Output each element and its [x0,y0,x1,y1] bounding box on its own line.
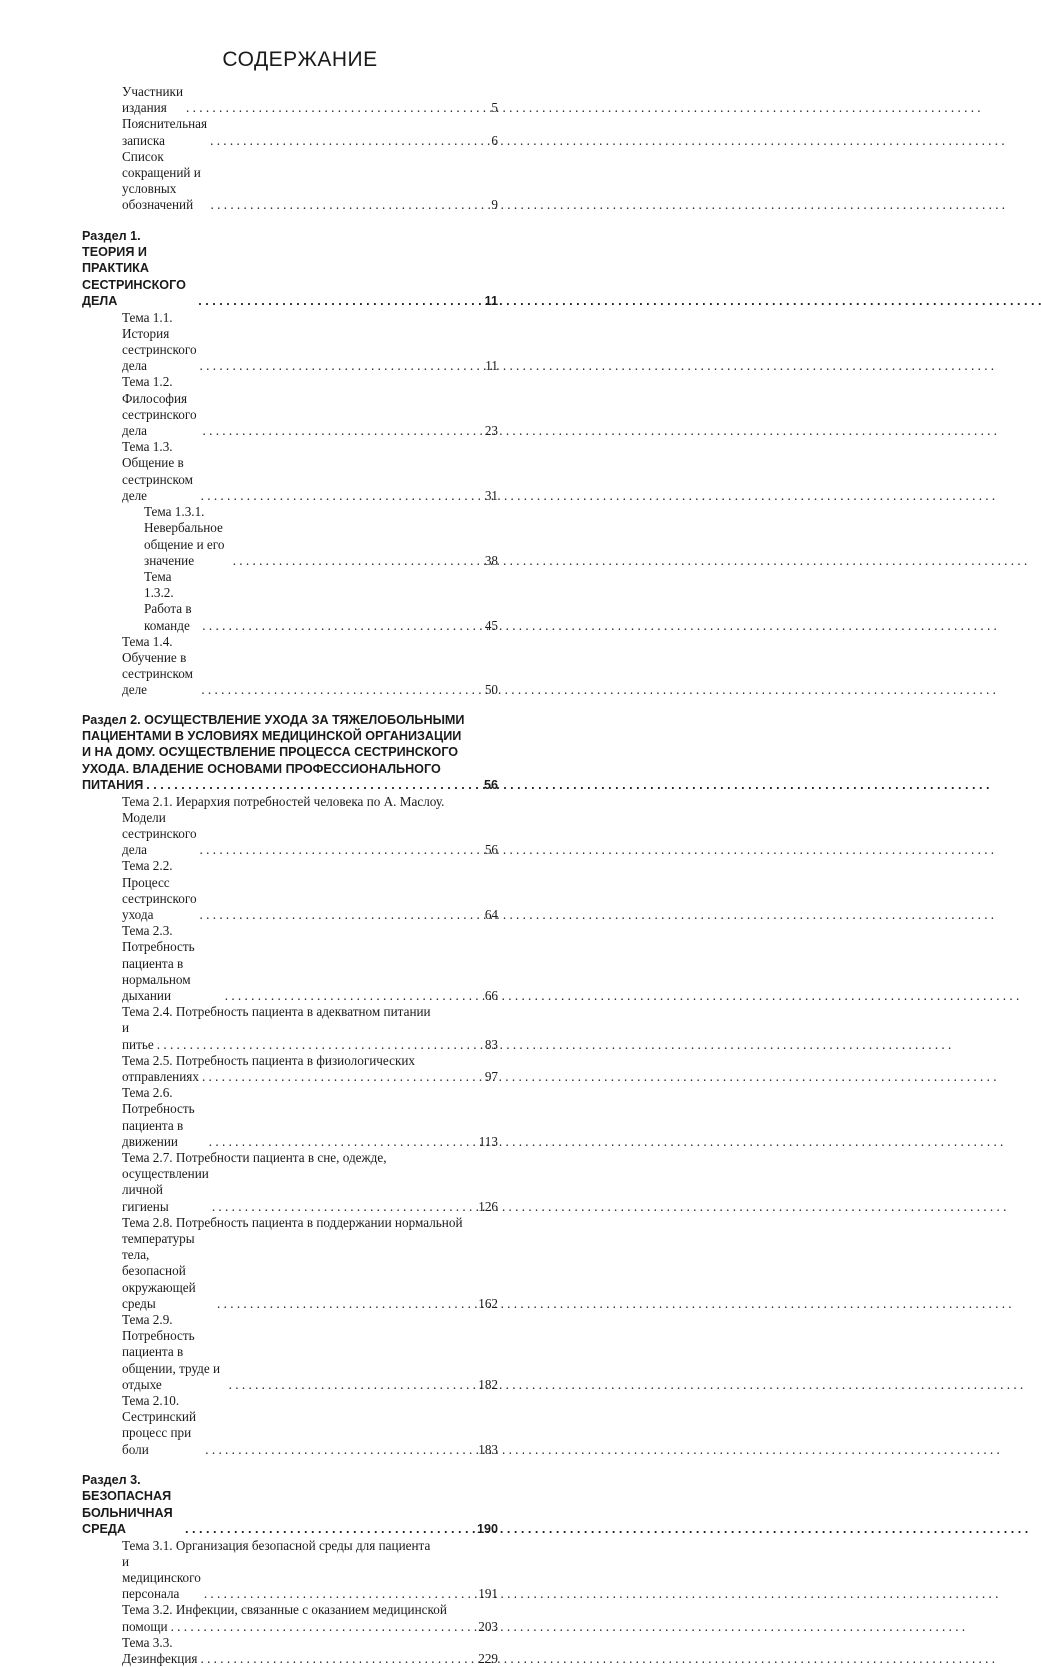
leader-dots [205,1442,474,1458]
toc-topic-3-1[interactable] [82,1538,498,1603]
leader-dots [157,1037,476,1053]
leader-dots [198,293,476,309]
entry-text: Тема 1.2. Философия сестринского дела [122,374,197,439]
toc-topic-2-5[interactable] [82,1053,498,1085]
toc-topic-2-1[interactable] [82,794,498,859]
page-number: 11 [485,358,498,374]
toc-topic-3-3[interactable] [82,1635,498,1667]
toc-topic-2-4[interactable] [82,1004,498,1053]
page-number: 50 [484,682,498,698]
page-number: 113 [478,1133,498,1149]
toc-topic-2-7[interactable] [82,1150,498,1215]
entry-text: Тема 2.10. Сестринский процесс при боли [122,1393,196,1457]
leader-dots [185,1521,473,1537]
page-number: 183 [478,1441,498,1457]
section-title: Раздел 1. ТЕОРИЯ И ПРАКТИКА СЕСТРИНСКОГО ДЕЛА [82,228,186,309]
leader-dots [171,1619,475,1635]
section-title-line [82,728,498,744]
entry-text: Тема 1.4. Обучение в сестринском деле [122,633,193,698]
page-number: 64 [484,906,498,922]
leader-dots [186,100,476,116]
section-title-text: УХОДА. ВЛАДЕНИЕ ОСНОВАМИ ПРОФЕССИОНАЛЬНОГО [82,761,441,776]
page-number: 11 [484,294,498,309]
leader-dots [229,1377,475,1393]
page-number: 5 [491,100,498,116]
toc-topic-2-10[interactable] [82,1393,498,1458]
entry-text: осуществлении личной гигиены [122,1166,209,1214]
entry-text: Тема 1.1. История сестринского дела [122,309,197,374]
entry-text: и медицинского персонала [122,1553,201,1602]
toc-section-3[interactable] [82,1472,498,1538]
toc-topic-1-2[interactable] [82,374,498,439]
section-title-text: ПАЦИЕНТАМИ В УСЛОВИЯХ МЕДИЦИНСКОЙ ОРГАНИЗАЦИИ [82,728,462,743]
entry-text: Тема 2.1. Иерархия потребностей человека по А. Маслоу. [122,793,445,809]
entry-text: Тема 2.5. Потребность пациента в физиологических [122,1052,416,1068]
toc-topic-2-2[interactable] [82,858,498,923]
leader-dots [217,1296,474,1312]
page-number: 56 [483,778,498,793]
leader-dots [212,1199,474,1215]
entry-text: температуры тела, безопасной окружающей среды [122,1231,196,1311]
toc-topic-2-9[interactable] [82,1312,498,1393]
entry-text: Пояснительная записка [122,116,208,148]
page-number: 6 [491,132,498,148]
leader-dots [202,618,476,634]
leader-dots [200,907,476,923]
toc-topic-2-8[interactable] [82,1215,498,1312]
entry-text: Тема 2.3. Потребность пациента в нормальном дыхании [122,923,195,1003]
toc-topic-1-3-2[interactable] [82,569,498,634]
toc-topic-1-1[interactable] [82,310,498,375]
page-number: 191 [478,1586,498,1602]
section-title-text: Раздел 2. ОСУЩЕСТВЛЕНИЕ УХОДА ЗА ТЯЖЕЛОБОЛЬНЫМИ [82,712,465,727]
table-of-contents [82,84,498,1667]
leader-dots [200,1651,474,1667]
leader-dots [202,1069,476,1085]
toc-topic-1-3-1[interactable] [82,504,498,569]
leader-dots [209,1134,475,1150]
entry-text: Тема 2.9. Потребность пациента в общении, труде и отдыхе [122,1312,221,1392]
leader-dots [210,133,476,149]
leader-dots [201,488,476,504]
section-title-line [82,712,498,728]
leader-dots [201,682,476,698]
entry-text: Тема 2.6. Потребность пациента в движении [122,1085,195,1149]
page-number: 66 [484,988,498,1003]
toc-entry-abbreviations[interactable] [82,149,498,214]
leader-dots [146,777,476,793]
page-number: 38 [484,552,498,568]
page-number: 203 [478,1618,498,1634]
section-title-line [82,761,498,777]
entry-text: Тема 1.3. Общение в сестринском деле [122,439,193,503]
page-number: 23 [484,423,498,439]
leader-dots [233,553,476,569]
entry-text: Тема 2.2. Процесс сестринского ухода [122,858,197,922]
toc-topic-2-3[interactable] [82,923,498,1004]
section-title-line [82,777,498,793]
leader-dots [203,423,477,439]
page-number: 190 [476,1522,498,1537]
page-number: 162 [478,1295,498,1311]
entry-text: помощи [122,1618,168,1634]
section-title-line [82,744,498,760]
leader-dots [200,842,476,858]
entry-text: Тема 3.2. Инфекции, связанные с оказанием медицинской [122,1602,447,1618]
section-title: Раздел 3. БЕЗОПАСНАЯ БОЛЬНИЧНАЯ СРЕДА [82,1472,173,1537]
leader-dots [200,358,476,374]
page-number: 182 [478,1376,498,1392]
page-number: 31 [484,487,498,503]
page-number: 229 [478,1650,498,1666]
page-number: 97 [484,1069,498,1085]
entry-text: Участники издания [122,84,184,116]
entry-text: отправлениях [122,1069,199,1085]
entry-text: и питье [122,1020,154,1052]
leader-dots [225,988,476,1004]
toc-entry-explanatory-note[interactable] [82,116,498,148]
entry-text: Тема 3.1. Организация безопасной среды для пациента [122,1537,431,1553]
entry-text: Тема 2.7. Потребности пациента в сне, одежде, [122,1150,387,1166]
section-title-text: ПИТАНИЯ [82,778,144,793]
toc-section-2[interactable] [82,712,498,794]
entry-text: Тема 2.8. Потребность пациента в поддержании нормальной [122,1214,463,1230]
leader-dots [211,197,476,213]
page-title: СОДЕРЖАНИЕ [222,48,378,71]
page-number: 126 [478,1198,498,1214]
entry-text: Модели сестринского дела [122,809,197,858]
entry-text: Тема 2.4. Потребность пациента в адекватном питании [122,1004,431,1020]
toc-topic-1-3[interactable] [82,439,498,504]
entry-text: Тема 3.3. Дезинфекция [122,1634,198,1666]
section-title-text: И НА ДОМУ. ОСУЩЕСТВЛЕНИЕ ПРОЦЕССА СЕСТРИНСКОГО [82,745,459,760]
entry-text: Тема 1.3.2. Работа в команде [144,568,192,633]
entry-text: Тема 1.3.1. Невербальное общение и его значение [144,504,225,568]
page-number: 45 [484,617,498,633]
page-number: 56 [484,842,498,858]
toc-topic-3-2[interactable] [82,1602,498,1634]
toc-topic-1-4[interactable] [82,634,498,699]
page-number: 9 [491,197,498,213]
page-number: 83 [484,1036,498,1052]
entry-text: Список сокращений и условных обозначений [122,148,201,213]
leader-dots [204,1586,474,1602]
toc-entry-contributors[interactable] [82,84,498,116]
toc-topic-2-6[interactable] [82,1085,498,1150]
toc-section-1[interactable] [82,228,498,310]
